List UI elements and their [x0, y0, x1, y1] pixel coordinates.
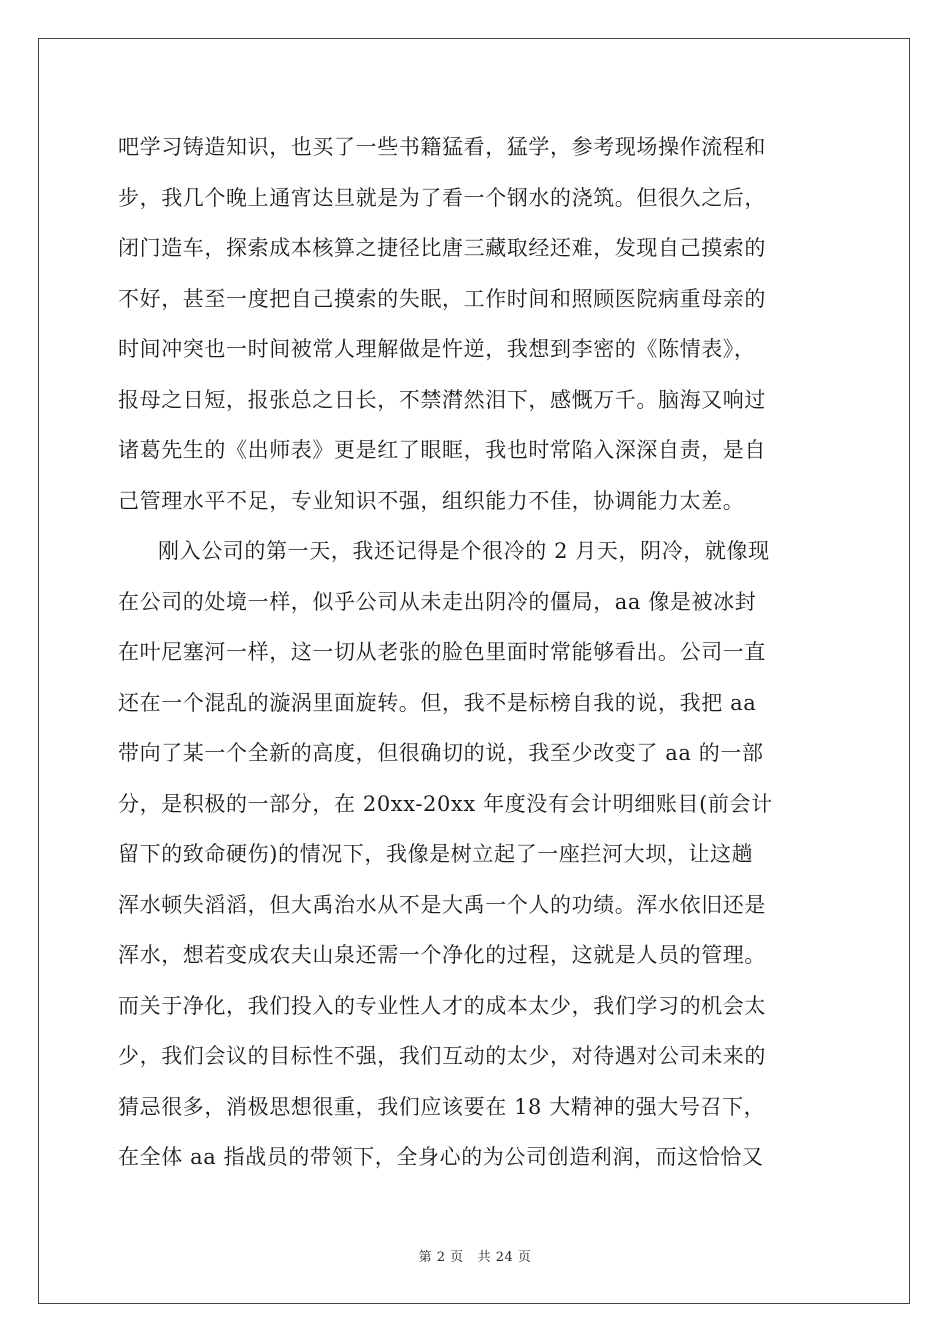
page-number: 第 2 页 [418, 1250, 464, 1265]
text-line: 闭门造车，探索成本核算之捷径比唐三藏取经还难，发现自己摸索的 [118, 236, 766, 260]
text-line: 在公司的处境一样，似乎公司从未走出阴冷的僵局，aa 像是被冰封 [118, 589, 757, 614]
page-footer [0, 1246, 950, 1265]
text-line: 少，我们会议的目标性不强，我们互动的太少，对待遇对公司未来的 [118, 1044, 766, 1068]
text-line: 己管理水平不足，专业知识不强，组织能力不佳，协调能力太差。 [118, 488, 745, 513]
text-line: 带向了某一个全新的高度，但很确切的说，我至少改变了 aa 的一部 [118, 741, 764, 765]
text-line: 步，我几个晚上通宵达旦就是为了看一个钢水的浇筑。但很久之后， [118, 185, 766, 210]
text-line: 报母之日短，报张总之日长，不禁潸然泪下，感慨万千。脑海又响过 [118, 387, 766, 412]
page-total: 共 24 页 [477, 1250, 532, 1265]
text-line-indented: 刚入公司的第一天，我还记得是个很冷的 2 月天，阴冷，就像现 [158, 539, 770, 563]
text-line: 浑水顿失滔滔，但大禹治水从不是大禹一个人的功绩。浑水依旧还是 [118, 892, 766, 917]
text-line: 在全体 aa 指战员的带领下，全身心的为公司创造利润，而这恰恰又 [118, 1145, 764, 1169]
text-line: 吧学习铸造知识，也买了一些书籍猛看，猛学，参考现场操作流程和 [118, 135, 766, 159]
text-line: 留下的致命硬伤)的情况下，我像是树立起了一座拦河大坝，让这趟 [118, 842, 754, 866]
text-line: 分，是积极的一部分，在 20xx-20xx 年度没有会计明细账目(前会计 [118, 791, 773, 816]
text-line: 诸葛先生的《出师表》更是红了眼眶，我也时常陷入深深自责，是自 [118, 438, 766, 462]
text-line: 浑水，想若变成农夫山泉还需一个净化的过程，这就是人员的管理。 [118, 943, 766, 967]
text-line: 还在一个混乱的漩涡里面旋转。但，我不是标榜自我的说，我把 aa [118, 690, 757, 715]
text-line: 而关于净化，我们投入的专业性人才的成本太少，我们学习的机会太 [118, 993, 766, 1018]
text-line: 猜忌很多，消极思想很重，我们应该要在 18 大精神的强大号召下， [118, 1094, 766, 1119]
text-line: 不好，甚至一度把自己摸索的失眠，工作时间和照顾医院病重母亲的 [118, 286, 766, 311]
text-line: 时间冲突也一时间被常人理解做是忤逆，我想到李密的《陈情表》， [118, 337, 756, 361]
document-body [118, 122, 834, 1183]
text-line: 在叶尼塞河一样，这一切从老张的脸色里面时常能够看出。公司一直 [118, 640, 766, 664]
